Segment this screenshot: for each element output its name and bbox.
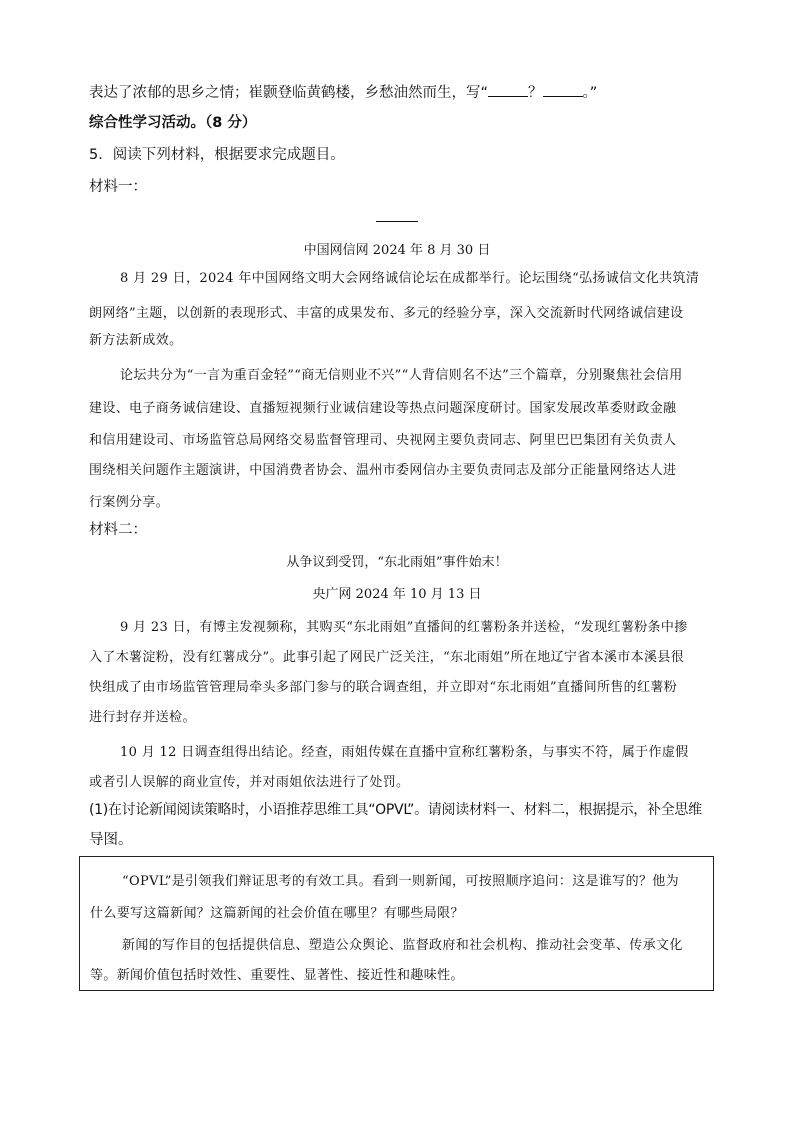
material1-para2-line5: 行案例分享。 [89,495,170,510]
material1-para2-line4: 围绕相关问题作主题演讲，中国消费者协会、温州市委网信办主要负责同志及部分正能量网络达人进 [89,463,677,478]
material2-para2-line2: 或者引人误解的商业宣传，并对雨姐依法进行了处罚。 [89,775,410,790]
material2-para2-line1: 10 月 12 日调查组得出结论。经查，雨姐传媒在直播中宣称红薯粉条，与事实不符，属于作虚假 [120,745,689,760]
material1-para2-line1: 论坛共分为“一言为重百金轻”“商无信则业不兴”“人背信则名不达”三个篇章，分别聚焦社会信用 [120,368,683,383]
subquestion-line1: (1)在讨论新闻阅读策略时，小语推荐思维工具“OPVL”。请阅读材料一、材料二，根据提示，补全思维 [89,802,702,818]
opvl-box-line3: 新闻的写作目的包括提供信息、塑造公众舆论、监督政府和社会机构、推动社会变革、传承文化 [122,938,683,953]
intro-end: 。” [582,85,598,101]
material2-para1-line1: 9 月 23 日，有博主发视频称，其购买“东北雨姐”直播间的红薯粉条并送检，“发现红薯粉条中掺 [120,620,688,635]
material2-para1-line2: 入了木薯淀粉，没有红薯成分”。此事引起了网民广泛关注，“东北雨姐”所在地辽宁省本溪市本溪县很 [89,650,685,665]
opvl-box-line1: “OPVL”是引领我们辩证思考的有效工具。看到一则新闻，可按照顺序追问：这是谁写的？他为 [122,874,680,889]
question-5: 5．阅读下列材料，根据要求完成题目。 [89,147,345,163]
opvl-box-line4: 等。新闻价值包括时效性、重要性、显著性、接近性和趣味性。 [90,968,464,983]
answer-blank-2[interactable] [543,82,583,97]
answer-blank-1[interactable] [488,82,528,97]
material2-para1-line4: 进行封存并送检。 [89,710,196,725]
intro-question-mark: ？ [528,85,543,101]
intro-text: 表达了浓郁的思乡之情；崔颢登临黄鹤楼，乡愁油然而生，写“ [89,85,489,101]
material1-para2-line3: 和信用建设司、市场监管总局网络交易监督管理司、央视网主要负责同志、阿里巴巴集团有关负责人 [89,433,677,448]
material1-title-blank [376,221,418,222]
material2-label: 材料二： [89,522,147,538]
material1-label: 材料一： [89,179,147,195]
material1-para1-line2: 朗网络”主题，以创新的表现形式、丰富的成果发布、多元的经验分享，深入交流新时代网络诚信建设 [89,306,684,321]
intro-line [89,82,597,103]
material1-para1-line3: 新方法新成效。 [89,333,183,348]
material1-para2-line2: 建设、电子商务诚信建设、直播短视频行业诚信建设等热点问题深度研讨。国家发展改革委财政金融 [89,401,677,416]
material2-source: 央广网 2024 年 10 月 13 日 [312,587,482,602]
material1-source: 中国网信网 2024 年 8 月 30 日 [303,243,491,258]
section-title: 综合性学习活动。（8 分） [89,115,257,131]
material1-para1-line1: 8 月 29 日，2024 年中国网络文明大会网络诚信论坛在成都举行。论坛围绕“弘扬诚信文化共筑清 [120,271,700,286]
subquestion-line2: 导图。 [89,832,133,848]
material2-para1-line3: 快组成了由市场监管管理局牵头多部门参与的联合调查组，并立即对“东北雨姐”直播间所售的红薯粉 [89,680,678,695]
opvl-box-line2: 什么要写这篇新闻？这篇新闻的社会价值在哪里？有哪些局限？ [90,906,464,921]
opvl-info-box [79,856,714,991]
material2-title: 从争议到受罚，“东北雨姐”事件始末！ [286,555,508,570]
